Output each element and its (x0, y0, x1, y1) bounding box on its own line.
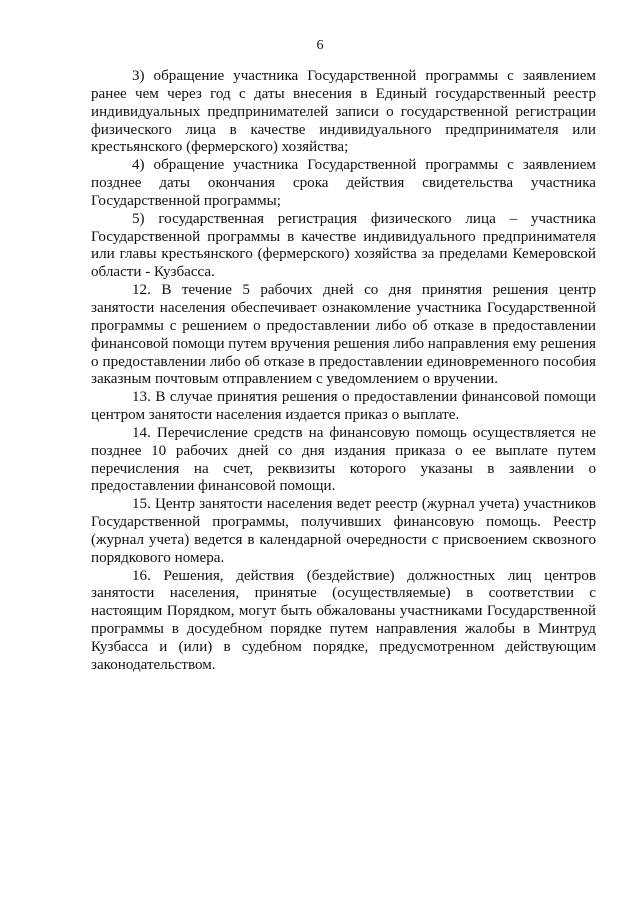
paragraph-clause-13: 13. В случае принятия решения о предоставлении финансовой помощи центром занятости населения издается приказ о выплате. (91, 389, 596, 424)
paragraph-clause-12: 12. В течение 5 рабочих дней со дня принятия решения центр занятости населения обеспечивает ознакомление участника Государственной программы с решением о предоставлении либо об отказе в предоставлении финансовой помощи путем вручения решения либо направления ему решения о предоставлении либо об отказе в предоставлении единовременного пособия заказным почтовым отправлением с уведомлением о вручении. (91, 282, 596, 388)
paragraph-clause-16: 16. Решения, действия (бездействие) должностных лиц центров занятости населения, принятые (осуществляемые) в соответствии с настоящим Порядком, могут быть обжалованы участниками Государственной программы в досудебном порядке путем направления жалобы в Минтруд Кузбасса и (или) в судебном порядке, предусмотренном действующим законодательством. (91, 567, 596, 673)
document-body (91, 68, 596, 675)
paragraph-item-4: 4) обращение участника Государственной программы с заявлением позднее даты окончания срока действия свидетельства участника Государственной программы; (91, 157, 596, 209)
paragraph-item-3: 3) обращение участника Государственной программы с заявлением ранее чем через год с даты внесения в Единый государственный реестр индивидуальных предпринимателей записи о государственной регистрации физического лица в качестве индивидуального предпринимателя или крестьянского (фермерского) хозяйства; (91, 68, 596, 156)
paragraph-item-5: 5) государственная регистрация физического лица – участника Государственной программы в качестве индивидуального предпринимателя или главы крестьянского (фермерского) хозяйства за пределами Кемеровской области - Кузбасса. (91, 210, 596, 281)
paragraph-clause-14: 14. Перечисление средств на финансовую помощь осуществляется не позднее 10 рабочих дней со дня издания приказа о ее выплате путем перечисления на счет, реквизиты которого указаны в заявлении о предоставлении финансовой помощи. (91, 424, 596, 495)
paragraph-clause-15: 15. Центр занятости населения ведет реестр (журнал учета) участников Государственной программы, получивших финансовую помощь. Реестр (журнал учета) ведется в календарной очередности с присвоением сквозного порядкового номера. (91, 496, 596, 566)
page-number: 6 (316, 38, 324, 53)
